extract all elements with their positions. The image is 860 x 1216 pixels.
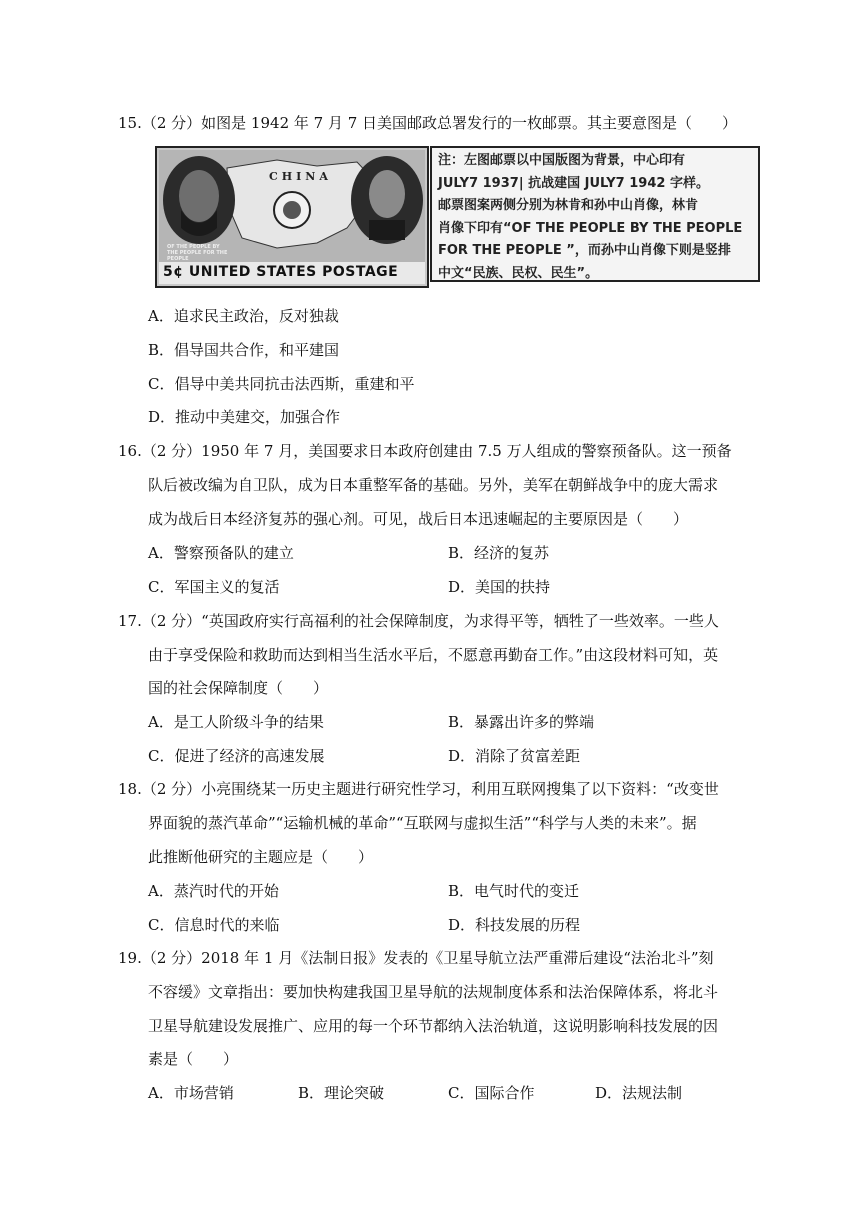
q19-option-d[interactable]: D．法规法制 xyxy=(595,1084,683,1102)
q16-stem-line: 队后被改编为自卫队，成为日本重整军备的基础。另外，美军在朝鲜战争中的庞大需求 xyxy=(148,476,719,494)
q19-option-b[interactable]: B．理论突破 xyxy=(298,1084,385,1102)
stamp-bottom-text: 5¢ UNITED STATES POSTAGE xyxy=(163,264,399,280)
q19-stem-line: 19.（2 分）2018 年 1 月《法制日报》发表的《卫星导航立法严重滞后建设“法治北斗”刻 xyxy=(118,949,714,967)
q19-stem-line: 卫星导航建设发展推广、应用的每一个环节都纳入法治轨道，这说明影响科技发展的因 xyxy=(148,1017,719,1035)
q18-option-a[interactable]: A．蒸汽时代的开始 xyxy=(148,882,279,900)
q17-stem-line: 国的社会保障制度（ ） xyxy=(148,679,329,697)
note-line: FOR THE PEOPLE ”，而孙中山肖像下则是竖排 xyxy=(438,243,731,258)
q18-option-c[interactable]: C．信息时代的来临 xyxy=(148,916,280,934)
stamp-china-text: CHINA xyxy=(269,170,332,183)
q19-stem-line: 素是（ ） xyxy=(148,1050,239,1068)
q17-option-c[interactable]: C．促进了经济的高速发展 xyxy=(148,747,325,765)
q19-stem-line: 不容缓》文章指出：要加快构建我国卫星导航的法规制度体系和法治保障体系，将北斗 xyxy=(148,983,719,1001)
q16-option-c[interactable]: C．军国主义的复活 xyxy=(148,578,280,596)
q16-option-b[interactable]: B．经济的复苏 xyxy=(448,544,550,562)
q17-stem-line: 17.（2 分）“英国政府实行高福利的社会保障制度，为求得平等，牺牲了一些效率。一些人 xyxy=(118,612,719,630)
q18-stem-line: 此推断他研究的主题应是（ ） xyxy=(148,848,374,866)
q16-stem-line: 16.（2 分）1950 年 7 月，美国要求日本政府创建由 7.5 万人组成的警察预备队。这一预备 xyxy=(118,442,732,460)
q15-option-d[interactable]: D．推动中美建交，加强合作 xyxy=(148,408,341,426)
q18-option-b[interactable]: B．电气时代的变迁 xyxy=(448,882,580,900)
q19-option-c[interactable]: C．国际合作 xyxy=(448,1084,535,1102)
note-line: 肖像下印有“OF THE PEOPLE BY THE PEOPLE xyxy=(438,220,743,236)
q15-stem: 15.（2 分）如图是 1942 年 7 月 7 日美国邮政总署发行的一枚邮票。其主要意图是（ ） xyxy=(118,114,738,132)
q15-option-c[interactable]: C．倡导中美共同抗击法西斯，重建和平 xyxy=(148,375,415,393)
note-line: JULY7 1937| 抗战建国 JULY7 1942 字样。 xyxy=(438,175,709,191)
stamp-note-box xyxy=(430,146,760,282)
q17-stem-line: 由于享受保险和救助而达到相当生活水平后，不愿意再勤奋工作。”由这段材料可知，英 xyxy=(148,646,719,664)
note-line: 注：左图邮票以中国版图为背景，中心印有 xyxy=(438,153,686,168)
q17-option-b[interactable]: B．暴露出许多的弊端 xyxy=(448,713,595,731)
q16-option-a[interactable]: A．警察预备队的建立 xyxy=(148,544,294,562)
q18-stem-line: 界面貌的蒸汽革命”“运输机械的革命”“互联网与虚拟生活”“科学与人类的未来”。据 xyxy=(148,814,697,832)
q16-option-d[interactable]: D．美国的扶持 xyxy=(448,578,551,596)
q18-option-d[interactable]: D．科技发展的历程 xyxy=(448,916,581,934)
q16-stem-line: 成为战后日本经济复苏的强心剂。可见，战后日本迅速崛起的主要原因是（ ） xyxy=(148,510,689,528)
q17-option-d[interactable]: D．消除了贫富差距 xyxy=(448,747,581,765)
q18-stem-line: 18.（2 分）小亮围绕某一历史主题进行研究性学习，利用互联网搜集了以下资料：“改变世 xyxy=(118,780,719,798)
q15-option-b[interactable]: B．倡导国共合作，和平建国 xyxy=(148,341,340,359)
q19-option-a[interactable]: A．市场营销 xyxy=(148,1084,234,1102)
q17-option-a[interactable]: A．是工人阶级斗争的结果 xyxy=(148,713,324,731)
stamp-image xyxy=(155,146,429,288)
stamp-left-caption: OF THE PEOPLE BY THE PEOPLE FOR THE PEOPLE xyxy=(167,244,228,262)
q15-option-a[interactable]: A．追求民主政治，反对独裁 xyxy=(148,307,339,325)
note-line: 邮票图案两侧分别为林肯和孙中山肖像，林肯 xyxy=(438,198,699,213)
note-line: 中文“民族、民权、民生”。 xyxy=(438,265,599,281)
